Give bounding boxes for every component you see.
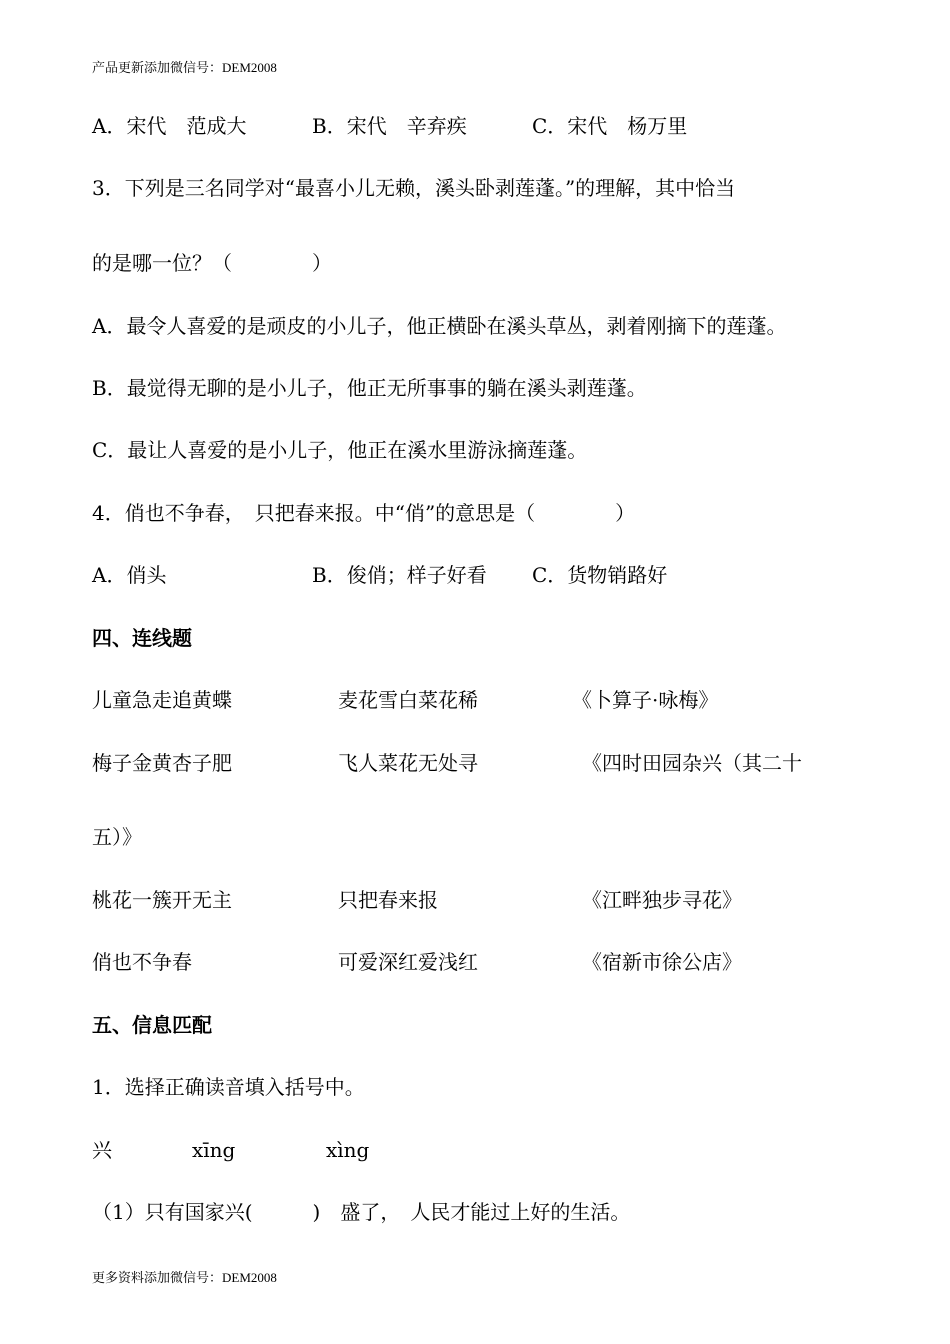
q4-option-a: A．俏头 [92,563,167,587]
pinyin-option-2: xìng [326,1138,370,1162]
footer-note: 更多资料添加微信号：DEM2008 [92,1270,277,1285]
q3-stem-line2: 的是哪一位？（ ） [92,251,332,275]
section5-title: 五、信息匹配 [92,1013,212,1037]
match-row2-col3: 《四时田园杂兴（其二十 [582,751,802,775]
match-row3-col2: 只把春来报 [338,888,438,912]
section5-q1-stem: 1．选择正确读音填入括号中。 [92,1075,365,1099]
q4-stem: 4．俏也不争春， 只把春来报。中“俏”的意思是（ ） [92,501,636,525]
match-row1-col3: 《卜算子·咏梅》 [572,688,719,712]
q4-option-c: C．货物销路好 [532,563,668,587]
match-row2-col1: 梅子金黄杏子肥 [92,751,232,775]
q2-option-a: A．宋代 范成大 [92,114,247,138]
section4-title: 四、连线题 [92,626,192,650]
match-row2-col2: 飞人菜花无处寻 [338,751,478,775]
match-row4-col1: 俏也不争春 [92,950,192,974]
match-row4-col3: 《宿新市徐公店》 [582,950,742,974]
q3-option-a: A．最令人喜爱的是顽皮的小儿子，他正横卧在溪头草丛，剥着刚摘下的莲蓬。 [92,314,787,338]
match-row1-col2: 麦花雪白菜花稀 [338,688,478,712]
match-row3-col3: 《江畔独步寻花》 [582,888,742,912]
match-row1-col1: 儿童急走追黄蝶 [92,688,232,712]
pinyin-char: 兴 [92,1138,112,1162]
match-row3-col1: 桃花一簇开无主 [92,888,232,912]
header-note: 产品更新添加微信号：DEM2008 [92,60,277,75]
q4-option-b: B．俊俏；样子好看 [312,563,487,587]
q3-option-b: B．最觉得无聊的是小儿子，他正无所事事的躺在溪头剥莲蓬。 [92,376,647,400]
section5-sentence1: （1）只有国家兴( ) 盛了， 人民才能过上好的生活。 [92,1200,631,1224]
match-row4-col2: 可爱深红爱浅红 [338,950,478,974]
match-row2-col3-wrap: 五）》 [92,825,142,849]
pinyin-option-1: xīng [192,1138,236,1162]
q2-option-b: B．宋代 辛弃疾 [312,114,467,138]
q3-option-c: C．最让人喜爱的是小儿子，他正在溪水里游泳摘莲蓬。 [92,438,588,462]
q3-stem-line1: 3．下列是三名同学对“最喜小儿无赖，溪头卧剥莲蓬。”的理解，其中恰当 [92,176,736,200]
q2-option-c: C．宋代 杨万里 [532,114,688,138]
